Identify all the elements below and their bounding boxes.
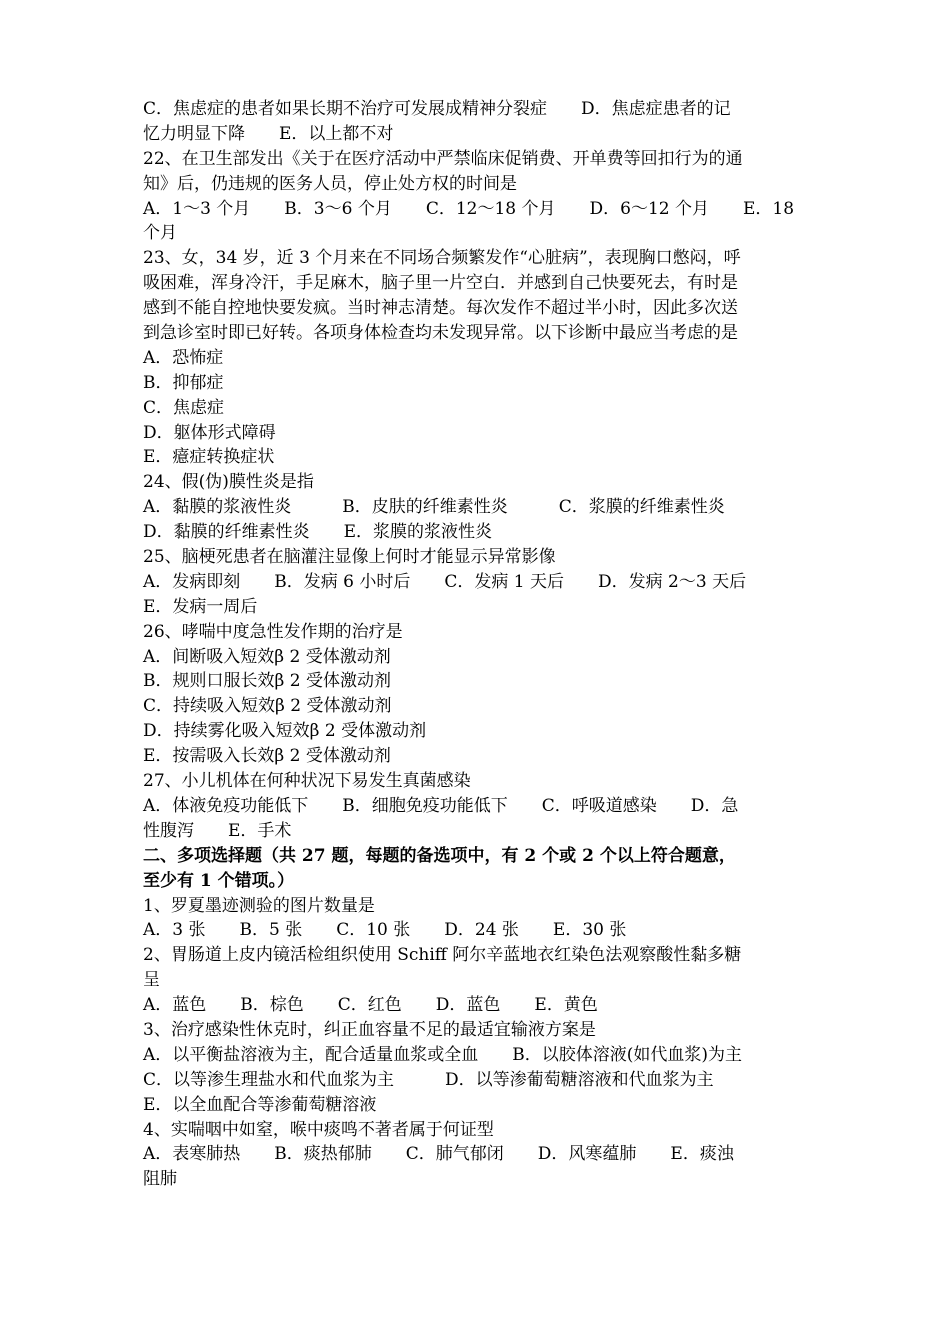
question-4-stem: 4、实喘咽中如窒，喉中痰鸣不著者属于何证型 <box>143 1119 494 1140</box>
question-26-option: A．间断吸入短效β 2 受体激动剂 <box>143 646 391 667</box>
section-heading: 二、多项选择题（共 27 题，每题的备选项中，有 2 个或 2 个以上符合题意， <box>143 845 736 866</box>
question-3-options: A．以平衡盐溶液为主，配合适量血浆或全血 B．以胶体溶液(如代血浆)为主 <box>143 1044 743 1065</box>
question-4-options: A．表寒肺热 B．痰热郁肺 C．肺气郁闭 D．风寒蕴肺 E．痰浊 <box>143 1144 734 1165</box>
section-heading: 至少有 1 个错项。） <box>143 870 295 891</box>
question-23-option: A．恐怖症 <box>143 347 224 368</box>
question-2-stem: 呈 <box>143 970 160 991</box>
question-24-options: A．黏膜的浆液性炎 B．皮肤的纤维素性炎 C．浆膜的纤维素性炎 <box>143 497 725 518</box>
question-22-options: A．1～3 个月 B．3～6 个月 C．12～18 个月 D．6～12 个月 E．18 <box>143 198 795 219</box>
question-3-stem: 3、治疗感染性休克时，纠正血容量不足的最适宜输液方案是 <box>143 1019 596 1040</box>
question-25-options: E．发病一周后 <box>143 596 258 617</box>
question-26-option: E．按需吸入长效β 2 受体激动剂 <box>143 746 391 767</box>
question-27-stem: 27、小儿机体在何种状况下易发生真菌感染 <box>143 771 471 792</box>
question-2-options: A．蓝色 B．棕色 C．红色 D．蓝色 E．黄色 <box>143 995 598 1016</box>
question-24-options: D．黏膜的纤维素性炎 E．浆膜的浆液性炎 <box>143 522 493 543</box>
question-1-options: A．3 张 B．5 张 C．10 张 D．24 张 E．30 张 <box>143 920 627 941</box>
question-26-option: B．规则口服长效β 2 受体激动剂 <box>143 671 391 692</box>
question-26-stem: 26、哮喘中度急性发作期的治疗是 <box>143 621 403 642</box>
question-3-options: C．以等渗生理盐水和代血浆为主 D．以等渗葡萄糖溶液和代血浆为主 <box>143 1069 714 1090</box>
question-2-stem: 2、胃肠道上皮内镜活检组织使用 Schiff 阿尔辛蓝地衣红染色法观察酸性黏多糖 <box>143 945 742 966</box>
question-23-option: E．癔症转换症状 <box>143 447 275 468</box>
document-page <box>143 97 813 1192</box>
question-22-stem: 22、在卫生部发出《关于在医疗活动中严禁临床促销费、开单费等回扣行为的通 <box>143 148 743 169</box>
text-line: 忆力明显下降 E．以上都不对 <box>143 123 394 144</box>
question-23-option: B．抑郁症 <box>143 372 224 393</box>
question-23-stem: 23、女，34 岁，近 3 个月来在不同场合频繁发作“心脏病”，表现胸口憋闷，呼 <box>143 248 741 269</box>
question-23-option: D．躯体形式障碍 <box>143 422 276 443</box>
question-22-options: 个月 <box>143 223 177 244</box>
question-27-options: 性腹泻 E．手术 <box>143 820 292 841</box>
question-22-stem: 知》后，仍违规的医务人员，停止处方权的时间是 <box>143 173 517 194</box>
question-27-options: A．体液免疫功能低下 B．细胞免疫功能低下 C．呼吸道感染 D．急 <box>143 795 739 816</box>
question-23-stem: 到急诊室时即已好转。各项身体检查均未发现异常。以下诊断中最应当考虑的是 <box>143 323 738 344</box>
text-line: C．焦虑症的患者如果长期不治疗可发展成精神分裂症 D．焦虑症患者的记 <box>143 99 731 119</box>
question-23-stem: 吸困难，浑身冷汗，手足麻木，脑子里一片空白．并感到自己快要死去，有时是 <box>143 273 738 294</box>
question-26-option: D．持续雾化吸入短效β 2 受体激动剂 <box>143 721 427 742</box>
question-23-option: C．焦虑症 <box>143 397 225 418</box>
question-4-options: 阻肺 <box>143 1169 177 1190</box>
question-24-stem: 24、假(伪)膜性炎是指 <box>143 472 314 493</box>
question-3-options: E．以全血配合等渗葡萄糖溶液 <box>143 1094 377 1115</box>
question-23-stem: 感到不能自控地快要发疯。当时神志清楚。每次发作不超过半小时，因此多次送 <box>143 298 738 319</box>
question-1-stem: 1、罗夏墨迹测验的图片数量是 <box>143 895 375 916</box>
question-26-option: C．持续吸入短效β 2 受体激动剂 <box>143 696 392 717</box>
question-25-options: A．发病即刻 B．发病 6 小时后 C．发病 1 天后 D．发病 2～3 天后 <box>143 571 747 592</box>
question-25-stem: 25、脑梗死患者在脑灌注显像上何时才能显示异常影像 <box>143 547 556 568</box>
